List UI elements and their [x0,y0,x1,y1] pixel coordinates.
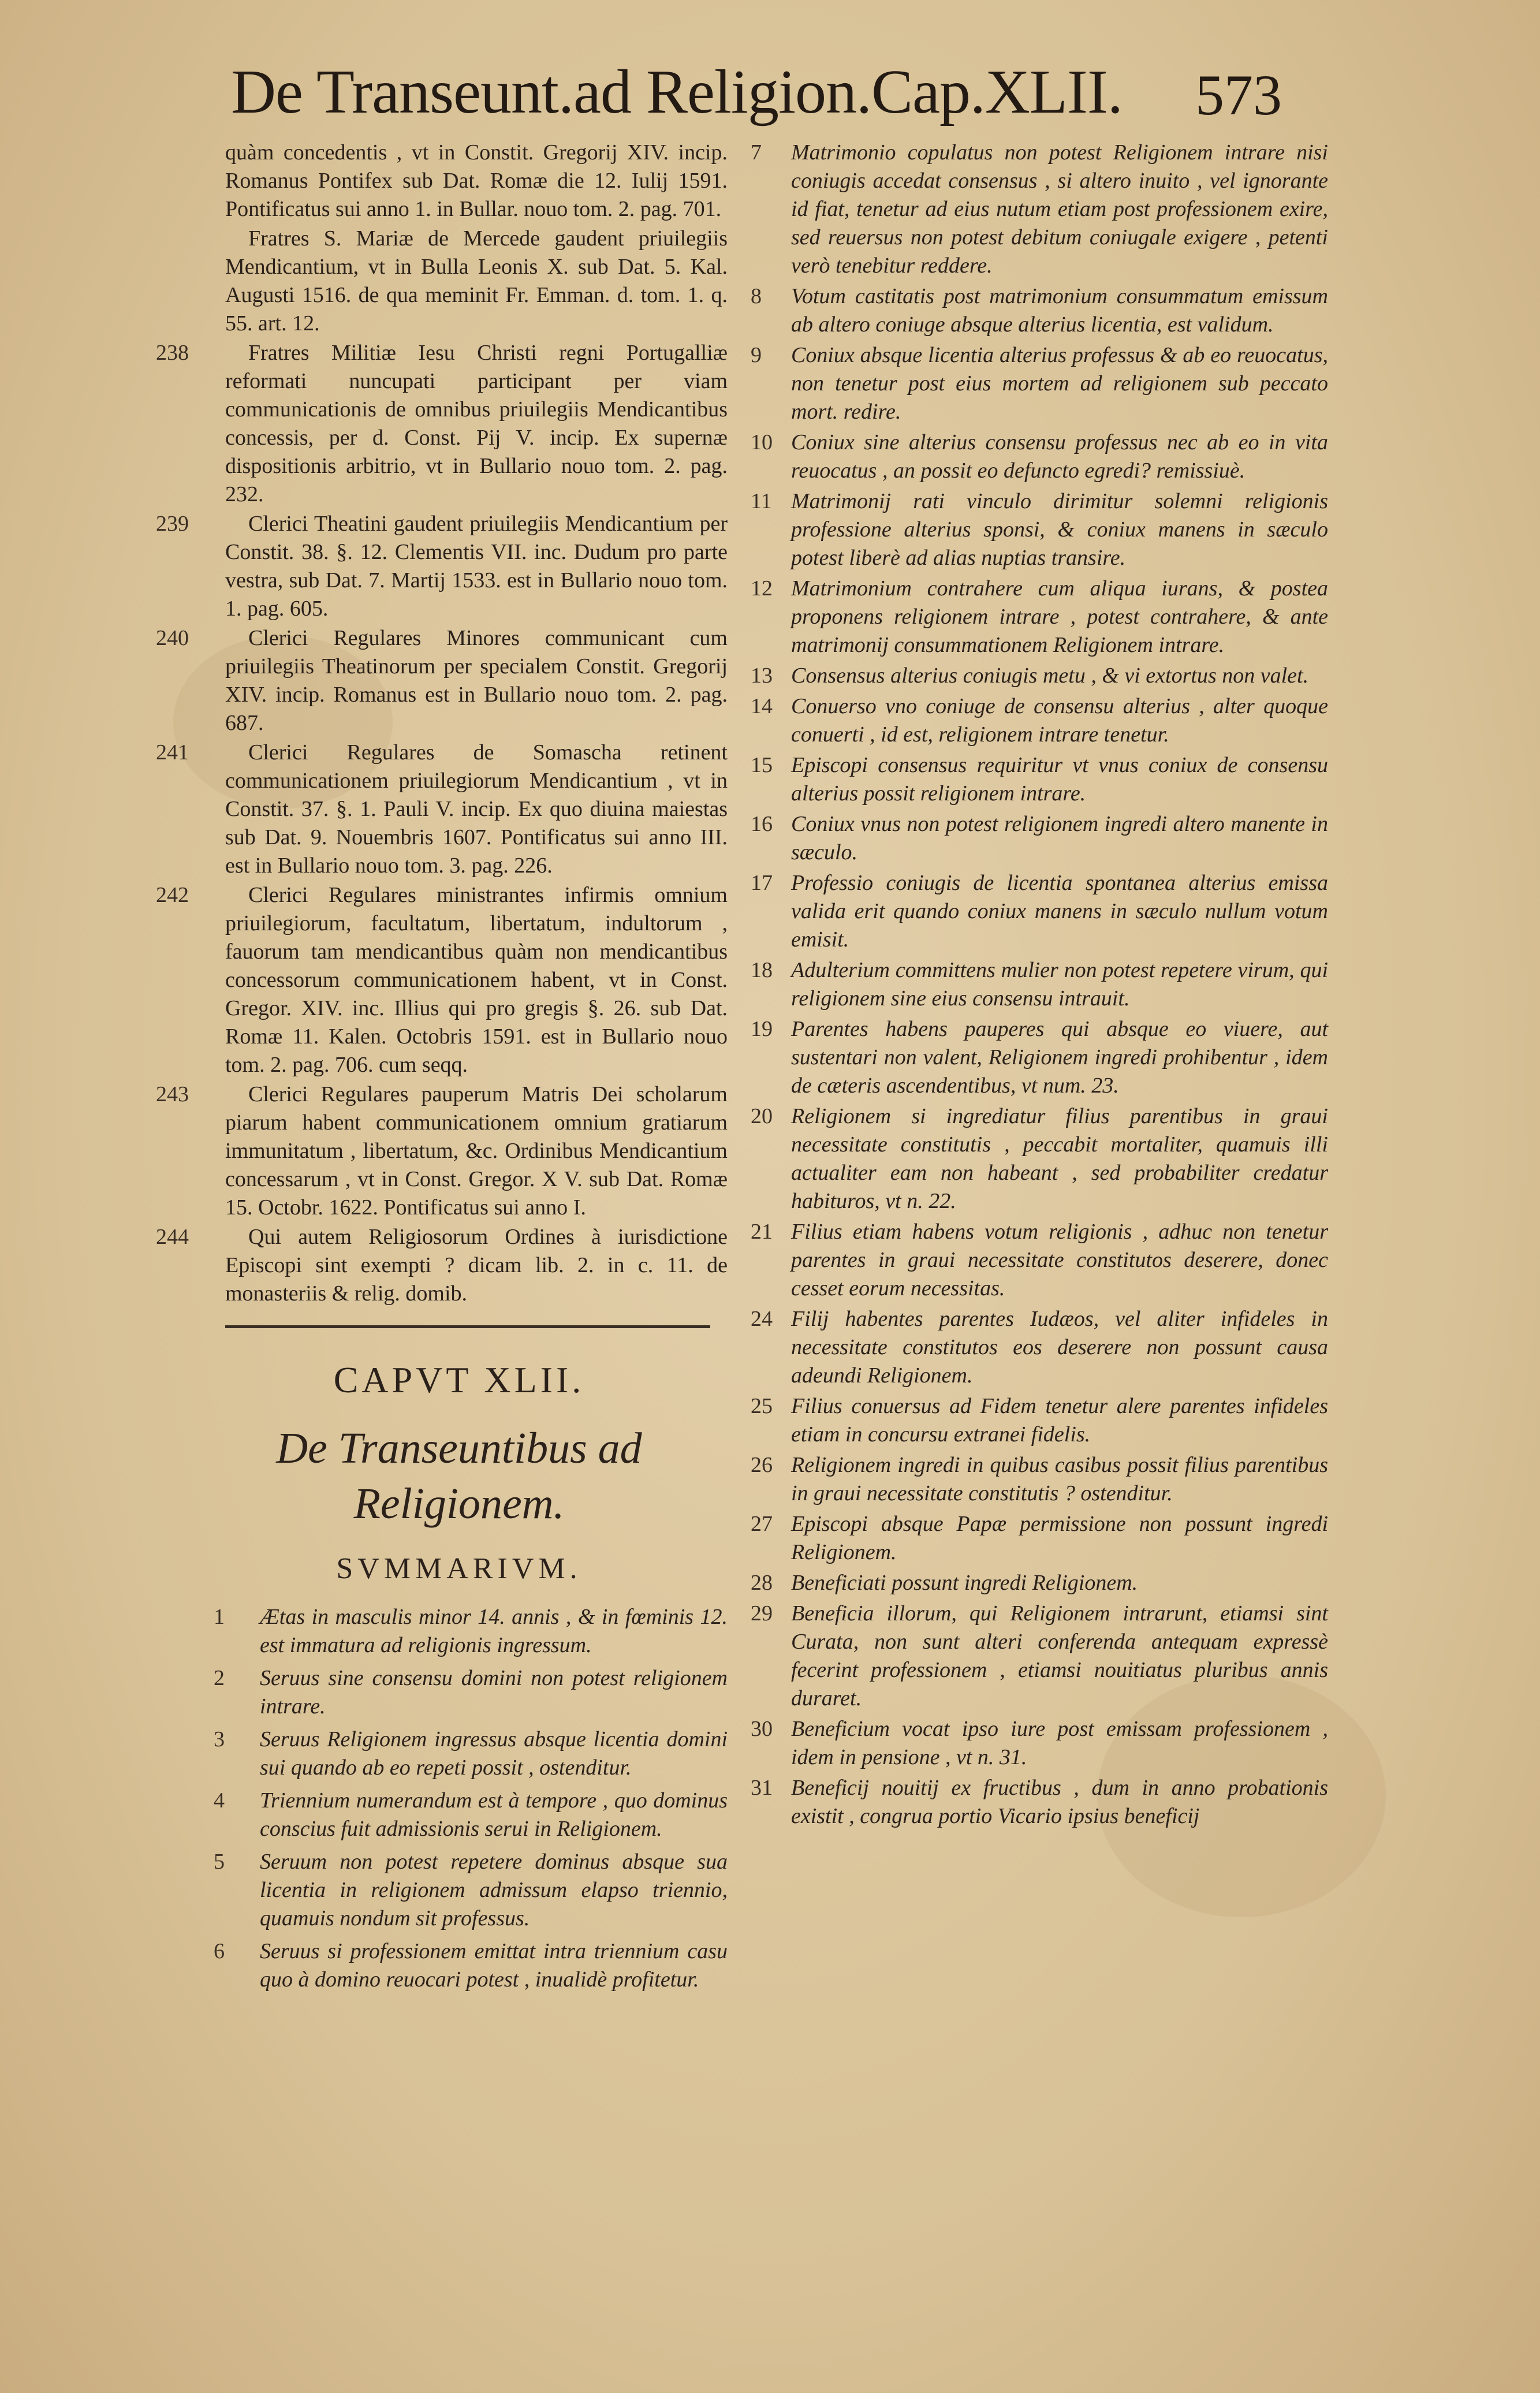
list-item [751,1218,1328,1303]
summary-text: Seruus sine consensu domini non potest religionem intrare. [260,1666,728,1719]
summary-text: Coniux sine alterius consensu professus nec ab eo in vita reuocatus , an possit eo defuncto egredi? remissiuè. [791,430,1328,483]
entry-text: Fratres Militiæ Iesu Christi regni Portugalliæ reformati nuncupati participant per viam communicationis de omnibus priuilegiis Mendicantibus concessis, per d. Const. Pij V. incip. Ex supernæ dispositionis arbitrio, vt in Bullario nouo tom. 2. pag. 232. [225,341,728,506]
list-item [751,956,1328,1013]
summary-number: 3 [214,1727,225,1751]
list-item [156,1937,728,1994]
running-head: De Transeunt.ad Religion.Cap.XLII. [231,58,1123,126]
list-item [156,339,728,509]
list-item [156,739,728,880]
list-item [751,810,1328,867]
summary-number: 5 [214,1850,225,1874]
list-item [751,1600,1328,1713]
summary-text: Adulterium committens mulier non potest repetere virum, qui religionem sine eius consensu intrauit. [791,958,1328,1011]
summary-number: 9 [751,343,762,367]
summary-title: SVMMARIVM. [336,1552,582,1585]
summary-number: 19 [751,1017,773,1041]
list-item [751,751,1328,808]
list-item [156,1080,728,1222]
list-item [156,624,728,737]
summary-number: 4 [214,1788,225,1813]
chapter-subtitle: De Transeuntibus ad Religionem. [276,1424,642,1528]
summary-text: Filij habentes parentes Iudæos, vel aliter infideles in necessitate constitutos eos deserere non possunt causa adeundi Religionem. [791,1307,1328,1388]
list-item [156,1848,728,1933]
entry-text: Clerici Regulares ministrantes infirmis omnium priuilegiorum, facultatum, libertatum, indultorum , fauorum tam mendicantibus quàm non mendicantibus concessorum communicationem habent, vt in Const. Gregor. XIV. inc. Illius qui pro gregis §. 26. sub Dat. Romæ 11. Kalen. Octobris 1591. est in Bullario nouo tom. 2. pag. 706. cum seqq. [225,883,728,1077]
list-item [751,575,1328,659]
summary-number: 31 [751,1776,773,1800]
summary-text: Matrimonio copulatus non potest Religionem intrare nisi coniugis accedat consensus , si altero inuito , vel ignorante id fiat, tenetur ad eius nutum etiam post professionem exire, sed reuersus non potest debitum coniugale exigere , petenti verò tenebitur reddere. [791,140,1328,278]
summary-text: Episcopi consensus requiritur vt vnus coniux de consensu alterius possit religionem intrare. [791,753,1328,806]
summary-text: Parentes habens pauperes qui absque eo viuere, aut sustentari non valent, Religionem ingredi prohibentur , idem de cæteris ascendentibus, vt num. 23. [791,1017,1328,1098]
list-item [156,225,728,338]
entry-text: quàm concedentis , vt in Constit. Gregorij XIV. incip. Romanus Pontifex sub Dat. Romæ die 12. Iulij 1591. Pontificatus sui anno 1. in Bullar. nouo tom. 2. pag. 701. [225,140,728,221]
summary-number: 17 [751,871,773,895]
list-item [751,1774,1328,1831]
list-item [156,1725,728,1782]
entry-text: Clerici Regulares Minores communicant cum priuilegiis Theatinorum per specialem Constit. Gregorij XIV. incip. Romanus est in Bullario nouo tom. 2. pag. 687. [225,626,728,735]
list-item [751,428,1328,485]
list-item [751,282,1328,339]
list-item [751,1015,1328,1100]
list-item [751,341,1328,426]
summary-text: Seruus si professionem emittat intra triennium casu quo à domino reuocari potest , inualidè profitetur. [260,1939,728,1992]
list-item [751,487,1328,572]
summary-text: Beneficij nouitij ex fructibus , dum in anno probationis existit , congrua portio Vicario ipsius beneficij [791,1776,1328,1828]
list-item [751,869,1328,954]
summary-number: 27 [751,1512,773,1536]
list-item [156,1603,728,1660]
list-item [156,1664,728,1721]
summary-number: 8 [751,284,762,308]
summary-text: Episcopi absque Papæ permissione non possunt ingredi Religionem. [791,1512,1328,1564]
marginal-number: 242 [156,883,189,907]
list-item [751,1569,1328,1597]
right-column [751,139,1328,1833]
summary-number: 16 [751,812,773,836]
list-item [156,510,728,623]
entry-text: Clerici Regulares pauperum Matris Dei scholarum piarum habent communicationem omnium gratiarum immunitatum , libertatum, &c. Ordinibus Mendicantium concessarum , vt in Const. Gregor. X V. sub Dat. Romæ 15. Octobr. 1622. Pontificatus sui anno I. [225,1082,728,1220]
summary-number: 30 [751,1717,773,1741]
entry-text: Clerici Regulares de Somascha retinent communicationem priuilegiorum Mendicantium , vt in Constit. 37. §. 1. Pauli V. incip. Ex quo diuina maiestas sub Dat. 9. Nouembris 1607. Pontificatus sui anno III. est in Bullario nouo tom. 3. pag. 226. [225,740,728,878]
summary-number: 29 [751,1601,773,1626]
summary-text: Triennium numerandum est à tempore , quo dominus conscius fuit admissionis serui in Religionem. [260,1788,728,1841]
list-item [156,139,728,223]
summary-text: Professio coniugis de licentia spontanea alterius emissa valida erit quando coniux manens in sæculo nullum votum emisit. [791,871,1328,952]
summary-text: Conuerso vno coniuge de consensu alterius , alter quoque conuerti , id est, religionem intrare tenetur. [791,694,1328,747]
summary-text: Matrimonij rati vinculo dirimitur solemni religionis professione alterius sponsi, & coniux manens in sæculo potest liberè ad alias nuptias transire. [791,489,1328,570]
list-item [751,1102,1328,1216]
summary-text: Seruum non potest repetere dominus absque sua licentia in religionem admissum elapso triennio, quamuis nondum sit professus. [260,1850,728,1930]
page-number: 573 [1195,63,1282,127]
entry-text: Fratres S. Mariæ de Mercede gaudent priuilegiis Mendicantium, vt in Bulla Leonis X. sub Dat. 5. Kal. Augusti 1516. de qua meminit Fr. Emman. d. tom. 1. q. 55. art. 12. [225,226,728,336]
summary-number: 10 [751,430,773,454]
summary-number: 21 [751,1220,773,1244]
summary-number: 26 [751,1453,773,1477]
list-item [156,1223,728,1308]
marginal-number: 241 [156,740,189,765]
list-item [751,1715,1328,1772]
summary-number: 15 [751,753,773,777]
summary-text: Votum castitatis post matrimonium consummatum emissum ab altero coniuge absque alterius licentia, est validum. [791,284,1328,337]
list-item [156,1787,728,1843]
summary-text: Religionem si ingrediatur filius parentibus in graui necessitate constitutis , peccabit mortaliter, quamuis illi actualiter eam non habeant , sed probabiliter credatur habituros, vt n. 22. [791,1104,1328,1213]
list-item [751,662,1328,690]
list-item [751,1305,1328,1390]
list-item [751,1451,1328,1508]
summary-text: Beneficium vocat ipso iure post emissam professionem , idem in pensione , vt n. 31. [791,1717,1328,1769]
summary-number: 24 [751,1307,773,1331]
summary-text: Filius etiam habens votum religionis , adhuc non tenetur parentes in graui necessitate constitutos deserere, donec cesset eorum necessitas. [791,1220,1328,1300]
list-item [751,1510,1328,1567]
summary-number: 25 [751,1394,773,1418]
marginal-number: 244 [156,1225,189,1249]
entry-text: Clerici Theatini gaudent priuilegiis Mendicantium per Constit. 38. §. 12. Clementis VII. inc. Dudum pro parte vestra, sub Dat. 7. Martij 1533. est in Bullario nouo tom. 1. pag. 605. [225,512,728,621]
summary-text: Religionem ingredi in quibus casibus possit filius parentibus in graui necessitate constitutis ? ostenditur. [791,1453,1328,1505]
summary-number: 20 [751,1104,773,1128]
summary-number: 13 [751,664,773,688]
summary-text: Coniux absque licentia alterius professus & ab eo reuocatus, non tenetur post eius mortem ad religionem sub peccato mort. redire. [791,343,1328,424]
summary-number: 6 [214,1939,225,1963]
summary-number: 28 [751,1571,773,1595]
page-header [231,55,1282,130]
summary-number: 14 [751,694,773,718]
list-item [751,1392,1328,1449]
summary-text: Filius conuersus ad Fidem tenetur alere parentes infideles etiam in concursu extranei fidelis. [791,1394,1328,1447]
summary-text: Seruus Religionem ingressus absque licentia domini sui quando ab eo repeti possit , ostenditur. [260,1727,728,1780]
list-item [751,692,1328,749]
summary-number: 1 [214,1605,225,1629]
marginal-number: 240 [156,626,189,650]
left-column [156,139,728,1999]
summary-number: 11 [751,489,772,513]
section-divider [225,1325,710,1328]
summary-number: 7 [751,140,762,165]
summary-text: Consensus alterius coniugis metu , & vi extortus non valet. [791,664,1309,688]
summary-number: 18 [751,958,773,982]
summary-number: 2 [214,1666,225,1690]
summary-text: Matrimonium contrahere cum aliqua iurans, & postea proponens religionem intrare , potest contrahere, & ante matrimonij consummationem Religionem intrare. [791,576,1328,657]
entry-text: Qui autem Religiosorum Ordines à iurisdictione Episcopi sint exempti ? dicam lib. 2. in c. 11. de monasteriis & relig. domib. [225,1225,728,1306]
summary-number: 12 [751,576,773,601]
marginal-number: 238 [156,341,189,365]
summary-text: Beneficia illorum, qui Religionem intrarunt, etiamsi sint Curata, non sunt alteri conferenda antequam expressè fecerint professionem , etiamsi nouitiatus pluribus annis duraret. [791,1601,1328,1710]
summary-text: Ætas in masculis minor 14. annis , & in fœminis 12. est immatura ad religionis ingressum. [260,1605,728,1657]
marginal-number: 243 [156,1082,189,1106]
summary-text: Beneficiati possunt ingredi Religionem. [791,1571,1138,1595]
summary-text: Coniux vnus non potest religionem ingredi altero manente in sæculo. [791,812,1328,864]
chapter-title: CAPVT XLII. [333,1359,585,1400]
list-item [751,139,1328,280]
marginal-number: 239 [156,512,189,536]
list-item [156,881,728,1079]
